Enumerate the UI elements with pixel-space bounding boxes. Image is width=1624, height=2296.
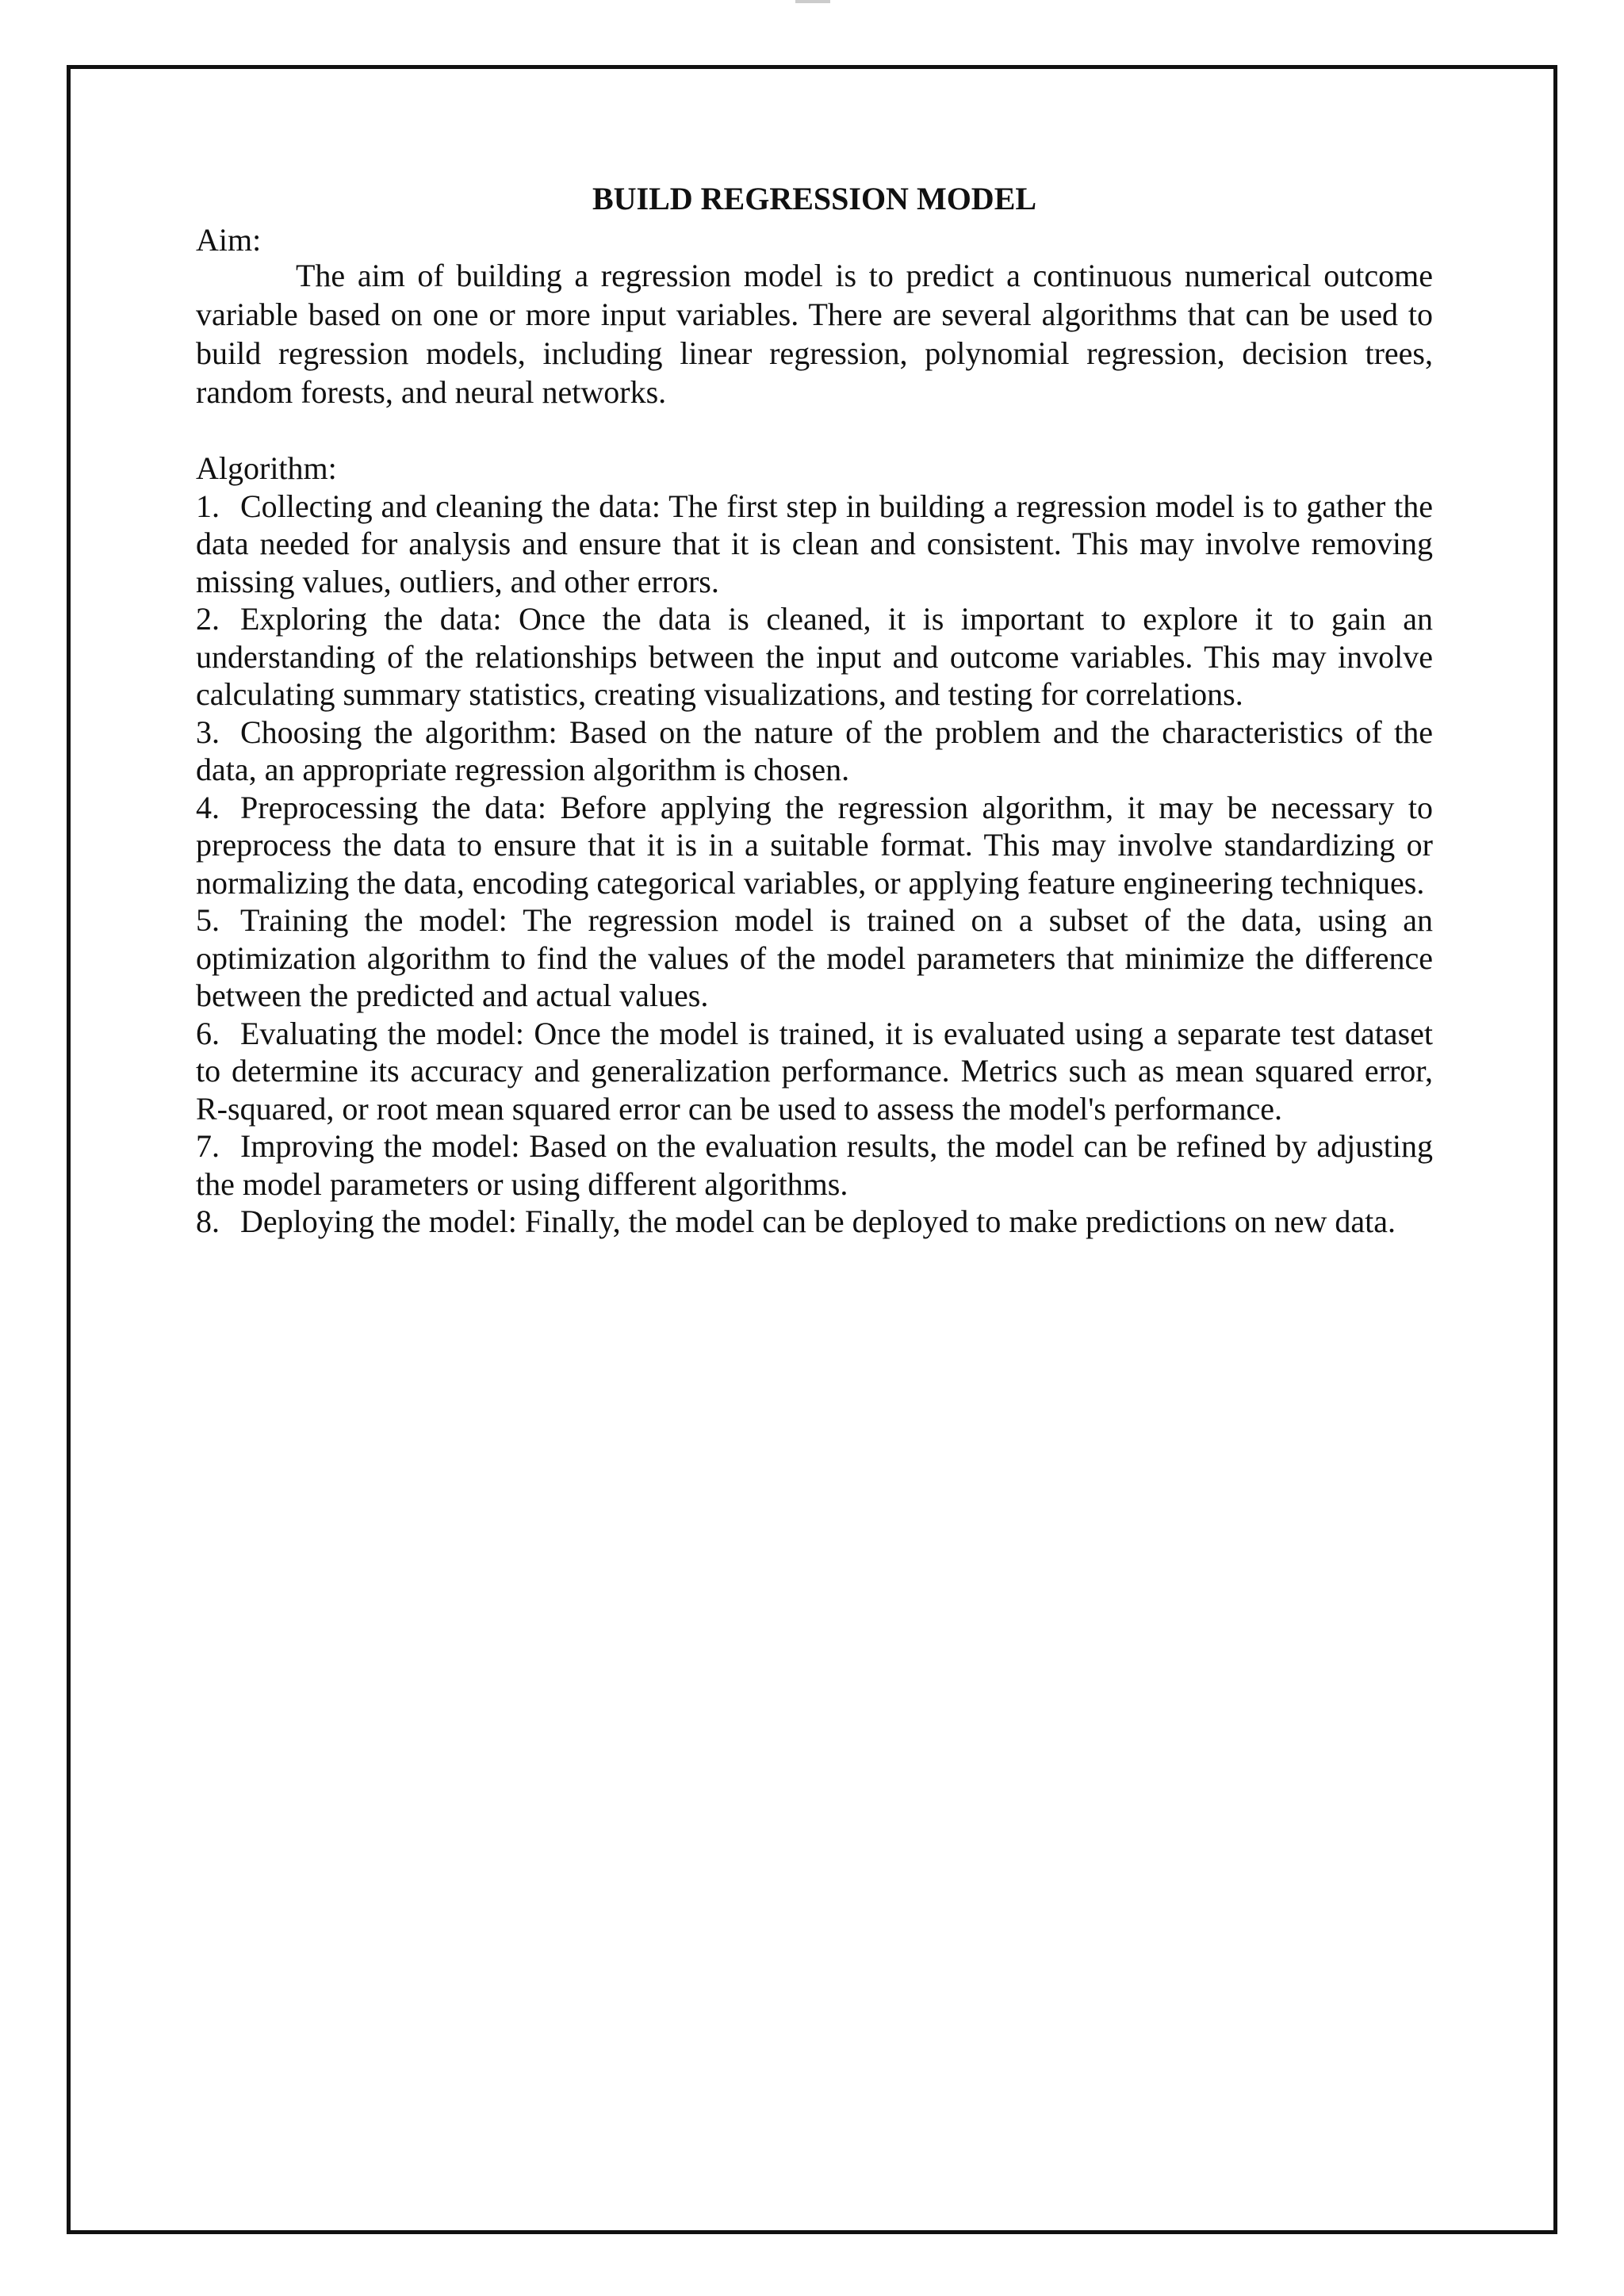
algorithm-label: Algorithm: (196, 450, 337, 486)
step-number: 3. (196, 714, 220, 750)
document-body (196, 178, 1433, 1241)
list-item (196, 901, 1433, 1015)
document-title: BUILD REGRESSION MODEL (592, 181, 1037, 216)
step-text: Collecting and cleaning the data: The first step in building a regression model is to gather the data needed for analysis and ensure that it is clean and consistent. This may involve removing missing values, outliers, and other errors. (196, 488, 1433, 599)
list-item (196, 789, 1433, 902)
step-number: 4. (196, 789, 220, 825)
list-item (196, 600, 1433, 714)
step-text: Training the model: The regression model is trained on a subset of the data, using an optimization algorithm to find the values of the model parameters that minimize the difference between the predicted and actual values. (196, 902, 1433, 1013)
step-text: Deploying the model: Finally, the model can be deployed to make predictions on new data. (240, 1203, 1396, 1239)
step-number: 6. (196, 1015, 220, 1051)
step-number: 5. (196, 902, 220, 938)
aim-label: Aim: (196, 222, 262, 258)
list-item (196, 1015, 1433, 1128)
header-mark (795, 0, 830, 3)
step-text: Evaluating the model: Once the model is trained, it is evaluated using a separate test dataset to determine its accuracy and generalization performance. Metrics such as mean squared error, R-squared, or root mean squared error can be used to assess the model's performance. (196, 1015, 1433, 1127)
aim-text: The aim of building a regression model is to predict a continuous numerical outcome variable based on one or more input variables. There are several algorithms that can be used to build regression models, including linear regression, polynomial regression, decision trees, random forests, and neural networks. (196, 258, 1433, 410)
step-text: Preprocessing the data: Before applying the regression algorithm, it may be necessary to preprocess the data to ensure that it is in a suitable format. This may involve standardizing or normalizing the data, encoding categorical variables, or applying feature engineering techniques. (196, 789, 1433, 901)
step-text: Exploring the data: Once the data is cleaned, it is important to explore it to gain an understanding of the relationships between the input and outcome variables. This may involve calculating summary statistics, creating visualizations, and testing for correlations. (196, 601, 1433, 712)
list-item (196, 488, 1433, 601)
algorithm-steps (196, 488, 1433, 1241)
list-item (196, 714, 1433, 789)
step-number: 8. (196, 1203, 220, 1239)
step-number: 2. (196, 601, 220, 637)
step-text: Improving the model: Based on the evaluation results, the model can be refined by adjusting the model parameters or using different algorithms. (196, 1128, 1433, 1202)
step-number: 7. (196, 1128, 220, 1164)
list-item (196, 1127, 1433, 1203)
list-item (196, 1203, 1433, 1241)
step-text: Choosing the algorithm: Based on the nature of the problem and the characteristics of the data, an appropriate regression algorithm is chosen. (196, 714, 1433, 787)
step-number: 1. (196, 488, 220, 524)
